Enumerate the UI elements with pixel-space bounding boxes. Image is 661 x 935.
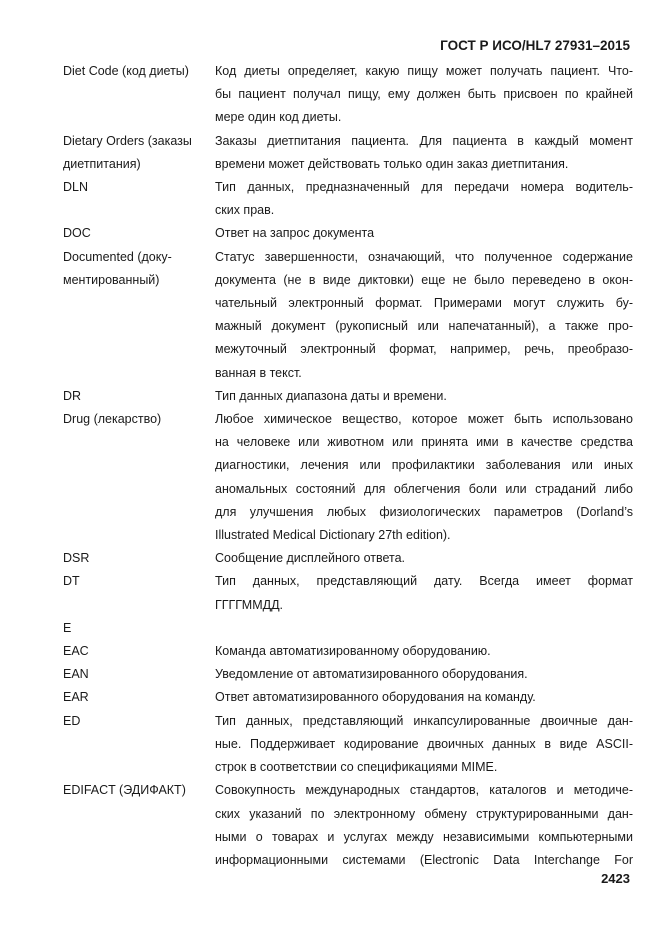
term-line: DLN — [63, 180, 89, 195]
definition-line: Команда автоматизированному оборудованию. — [215, 644, 491, 659]
definition-line: мажный документ (рукописный или напечатанный), а также про- — [215, 319, 633, 334]
term-line: EAN — [63, 667, 89, 682]
entry-term — [63, 60, 215, 130]
definition-line: Тип данных, предназначенный для передачи номера водитель- — [215, 180, 633, 195]
definition-line: Тип данных диапазона даты и времени. — [215, 388, 447, 403]
term-line: диетпитания) — [63, 156, 141, 171]
term-line: ED — [63, 713, 81, 728]
entry-term — [63, 640, 215, 663]
glossary-entry — [63, 617, 633, 640]
term-line: Drug (лекарство) — [63, 412, 162, 427]
entry-definition — [215, 222, 633, 245]
definition-line: ванная в текст. — [215, 365, 302, 380]
entry-definition — [215, 617, 633, 640]
glossary-entry — [63, 686, 633, 709]
term-line: DOC — [63, 226, 91, 241]
entry-term — [63, 686, 215, 709]
glossary-entry — [63, 246, 633, 385]
definition-line: бы пациент получал пищу, ему должен быть присвоен по крайней — [215, 87, 633, 102]
term-line: EDIFACT (ЭДИФАКТ) — [63, 783, 186, 798]
entry-definition — [215, 408, 633, 547]
entry-definition — [215, 663, 633, 686]
glossary-entry — [63, 385, 633, 408]
term-line: DT — [63, 574, 80, 589]
glossary-entries — [63, 60, 633, 872]
glossary-entry — [63, 779, 633, 872]
definition-line: ные. Поддерживает кодирование двоичных данных в виде ASCII- — [215, 736, 633, 751]
term-line: Dietary Orders (заказы — [63, 133, 192, 148]
definition-line: чательный электронный формат. Примерами могут служить бу- — [215, 296, 633, 311]
definition-line: Тип данных, представляющий дату. Всегда имеет формат — [215, 574, 633, 589]
definition-line: межуточный электронный формат, например, речь, преобразо- — [215, 342, 633, 357]
definition-line: Уведомление от автоматизированного оборудования. — [215, 667, 528, 682]
glossary-entry — [63, 176, 633, 222]
definition-line: Совокупность международных стандартов, каталогов и методиче- — [215, 783, 633, 798]
term-line: DSR — [63, 551, 90, 566]
term-line: E — [63, 620, 72, 635]
definition-line: Ответ автоматизированного оборудования на команду. — [215, 690, 536, 705]
definition-line: Заказы диетпитания пациента. Для пациента в каждый момент — [215, 133, 633, 148]
definition-line: Ответ на запрос документа — [215, 226, 375, 241]
definition-line: ными о товарах и услугах между независимыми компьютерными — [215, 829, 633, 844]
definition-line: Тип данных, представляющий инкапсулированные двоичные дан- — [215, 713, 633, 728]
definition-line: мере один код диеты. — [215, 110, 342, 125]
definition-line: для улучшения любых физиологических параметров (Dorland’s — [215, 504, 633, 519]
entry-definition — [215, 686, 633, 709]
glossary-entry — [63, 547, 633, 570]
definition-line: на человеке или животном или принята ими в качестве средства — [215, 435, 633, 450]
glossary-entry — [63, 710, 633, 780]
entry-definition — [215, 710, 633, 780]
entry-term — [63, 130, 215, 176]
entry-term — [63, 710, 215, 780]
definition-line: ских указаний по электронному обмену структурированными дан- — [215, 806, 633, 821]
definition-line: документа (не в виде диктовки) еще не было переведено в окон- — [215, 272, 633, 287]
entry-definition — [215, 385, 633, 408]
definition-line: Сообщение дисплейного ответа. — [215, 551, 406, 566]
term-line: EAR — [63, 690, 89, 705]
term-line: ментированный) — [63, 272, 160, 287]
definition-line: аномальных состояний для облегчения боли или страданий либо — [215, 481, 633, 496]
entry-definition — [215, 176, 633, 222]
document-header: ГОСТ Р ИСО/HL7 27931–2015 — [440, 38, 630, 53]
entry-term — [63, 385, 215, 408]
entry-term — [63, 246, 215, 385]
term-line: Diet Code (код диеты) — [63, 64, 189, 78]
definition-line: диагностики, лечения или профилактики заболевания или иных — [215, 458, 633, 473]
definition-line: ских прав. — [215, 203, 275, 218]
entry-term — [63, 547, 215, 570]
glossary-entry — [63, 60, 633, 130]
definition-line: информационными системами (Electronic Data Interchange For — [215, 852, 633, 867]
entry-definition — [215, 570, 633, 616]
definition-line: строк в соответствии со спецификациями MIME. — [215, 760, 498, 775]
entry-definition — [215, 547, 633, 570]
entry-definition — [215, 640, 633, 663]
definition-line: Illustrated Medical Dictionary 27th edition). — [215, 528, 451, 543]
definition-line: Код диеты определяет, какую пищу может получать пациент. Что- — [215, 64, 633, 78]
entry-definition — [215, 130, 633, 176]
glossary-entry — [63, 130, 633, 176]
glossary-entry — [63, 640, 633, 663]
definition-line — [215, 617, 633, 640]
glossary-entry — [63, 222, 633, 245]
definition-line: ГГГГММДД. — [215, 597, 284, 612]
term-line: Documented (доку- — [63, 249, 172, 264]
entry-term — [63, 663, 215, 686]
glossary-entry — [63, 570, 633, 616]
page-number: 2423 — [601, 871, 630, 886]
term-line: EAC — [63, 644, 89, 659]
entry-definition — [215, 779, 633, 872]
definition-line: Любое химическое вещество, которое может быть использовано — [215, 412, 633, 427]
glossary-entry — [63, 408, 633, 547]
entry-term — [63, 779, 215, 872]
entry-term — [63, 408, 215, 547]
entry-definition — [215, 246, 633, 385]
glossary-entry — [63, 663, 633, 686]
entry-term — [63, 222, 215, 245]
definition-line: времени может действовать только один заказ диетпитания. — [215, 156, 569, 171]
term-line: DR — [63, 388, 82, 403]
entry-definition — [215, 60, 633, 130]
entry-term — [63, 176, 215, 222]
entry-term — [63, 617, 215, 640]
definition-line: Статус завершенности, означающий, что полученное содержание — [215, 249, 633, 264]
entry-term — [63, 570, 215, 616]
